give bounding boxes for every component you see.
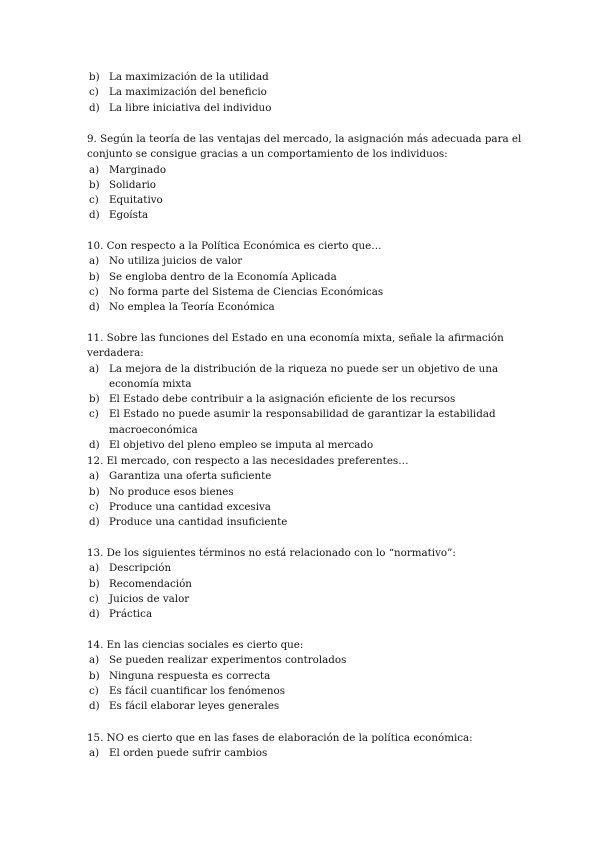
option-letter: c) [89,500,99,513]
question-11 [87,331,537,453]
option-b [87,178,537,193]
option-text: La mejora de la distribución de la riqueza no puede ser un objetivo de una economía mixta [109,362,499,390]
option-letter: c) [89,592,99,605]
option-letter: b) [89,270,100,283]
option-text: La maximización del beneficio [109,86,267,99]
option-a [87,469,537,484]
option-text: Juicios de valor [109,592,190,605]
option-letter: b) [89,577,100,590]
question-text: 13. De los siguientes términos no está relacionado con lo “normativo”: [87,547,456,559]
option-letter: a) [89,255,100,268]
option-text: Egoísta [109,209,149,222]
option-list [87,746,537,761]
option-list [87,70,537,116]
option-d [87,438,537,453]
question-text: 12. El mercado, con respecto a las necesidades preferentes… [87,455,409,467]
option-d [87,607,537,622]
question-text: 14. En las ciencias sociales es cierto que: [87,639,304,651]
option-letter: a) [89,562,100,575]
option-c [87,407,537,438]
option-d [87,208,537,223]
option-text: El objetivo del pleno empleo se imputa al mercado [109,439,374,452]
option-d [87,515,537,530]
option-text: No forma parte del Sistema de Ciencias Económicas [109,285,384,298]
option-letter: c) [89,194,99,207]
option-text: Descripción [109,562,172,575]
question-text: 9. Según la teoría de las ventajas del mercado, la asignación más adecuada para el conjunto se consigue gracias a un comportamiento de los individuos: [87,133,522,161]
option-b [87,392,537,407]
question-block-continuation [87,70,537,116]
question-14 [87,638,537,714]
option-b [87,577,537,592]
question-13 [87,546,537,622]
question-12 [87,454,537,530]
option-letter: a) [89,163,100,176]
option-letter: c) [89,408,99,421]
option-text: Es fácil cuantificar los fenómenos [109,684,285,697]
option-a [87,362,537,393]
option-letter: b) [89,669,100,682]
option-letter: d) [89,516,100,529]
option-text: Produce una cantidad excesiva [109,500,271,513]
option-letter: c) [89,86,99,99]
option-letter: a) [89,470,100,483]
question-text: 15. NO es cierto que en las fases de elaboración de la política económica: [87,732,473,744]
option-a [87,163,537,178]
option-b [87,669,537,684]
option-list [87,254,537,315]
question-9 [87,132,537,224]
option-d [87,699,537,714]
option-letter: a) [89,362,100,375]
option-d [87,300,537,315]
option-text: La maximización de la utilidad [109,71,269,83]
option-text: Equitativo [109,194,163,207]
option-text: La libre iniciativa del individuo [109,101,272,114]
option-text: Recomendación [109,577,192,590]
option-text: No utiliza juicios de valor [109,255,243,268]
option-letter: d) [89,439,100,452]
option-text: No produce esos bienes [109,485,234,498]
option-text: Ninguna respuesta es correcta [109,669,271,682]
option-a [87,746,537,761]
option-text: No emplea la Teoría Económica [109,301,275,314]
option-list [87,362,537,454]
option-text: El orden puede sufrir cambios [109,747,268,760]
option-letter: a) [89,654,100,667]
option-letter: b) [89,178,100,191]
option-text: Produce una cantidad insuficiente [109,516,288,529]
option-list [87,561,537,622]
option-letter: b) [89,485,100,498]
option-c [87,193,537,208]
option-letter: c) [89,285,99,298]
question-15 [87,731,537,762]
option-letter: d) [89,301,100,314]
question-10 [87,239,537,315]
option-letter: b) [89,393,100,406]
option-b [87,270,537,285]
option-c [87,684,537,699]
question-text: 11. Sobre las funciones del Estado en una economía mixta, señale la afirmación verdadera: [87,332,504,360]
option-b [87,485,537,500]
option-text: El Estado debe contribuir a la asignación eficiente de los recursos [109,393,456,406]
option-text: Garantiza una oferta suficiente [109,470,272,483]
option-c [87,500,537,515]
option-c [87,592,537,607]
option-a [87,653,537,668]
question-text: 10. Con respecto a la Política Económica es cierto que… [87,240,382,252]
option-letter: d) [89,101,100,114]
option-a [87,254,537,269]
option-c [87,285,537,300]
option-text: Se engloba dentro de la Economía Aplicada [109,270,337,283]
option-letter: c) [89,684,99,697]
option-letter: b) [89,71,100,83]
option-text: El Estado no puede asumir la responsabilidad de garantizar la estabilidad macroeconómica [109,408,496,436]
option-list [87,469,537,530]
option-text: Marginado [109,163,167,176]
option-a [87,561,537,576]
option-text: Se pueden realizar experimentos controlados [109,654,347,667]
option-letter: d) [89,700,100,713]
option-list [87,163,537,224]
option-letter: a) [89,747,100,760]
option-list [87,653,537,714]
option-text: Solidario [109,178,156,191]
option-b [87,70,537,85]
option-letter: d) [89,209,100,222]
option-letter: d) [89,608,100,621]
option-text: Práctica [109,608,153,621]
option-d [87,101,537,116]
option-c [87,85,537,100]
option-text: Es fácil elaborar leyes generales [109,700,280,713]
